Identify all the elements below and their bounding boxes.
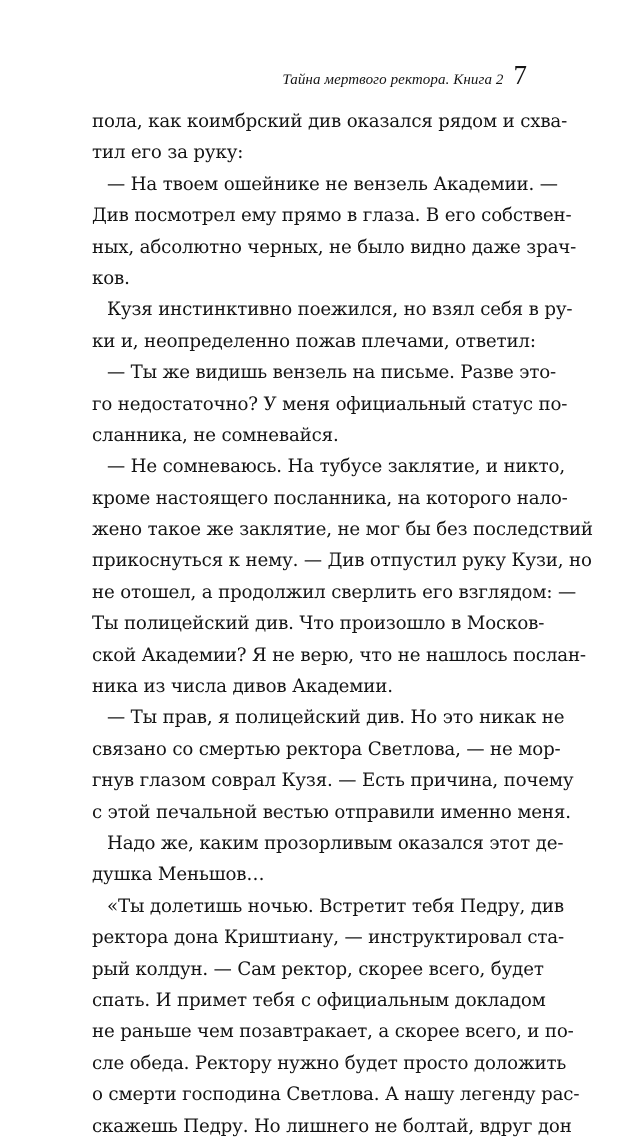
text-line: о смерти господина Светлова. А нашу легенду рас- — [92, 1084, 580, 1106]
text-line: Кузя инстинктивно поежился, но взял себя в ру- — [107, 299, 573, 321]
text-line: го недостаточно? У меня официальный статус по- — [92, 393, 568, 415]
text-line: связано со смертью ректора Светлова, — не мор- — [92, 738, 561, 760]
text-line: кроме настоящего посланника, на которого нало- — [92, 487, 568, 509]
running-head — [282, 62, 527, 89]
text-line: рый колдун. — Сам ректор, скорее всего, будет — [92, 958, 544, 980]
text-line: с этой печальной вестью отправили именно меня. — [92, 801, 571, 823]
text-line: ных, абсолютно черных, не было видно даже зрач- — [92, 236, 577, 258]
text-line: — Ты же видишь вензель на письме. Разве это- — [107, 362, 557, 384]
text-line: не отошел, а продолжил сверлить его взглядом: — — [92, 581, 576, 603]
text-line: ской Академии? Я не верю, что не нашлось послан- — [92, 644, 586, 666]
text-line: тил его за руку: — [92, 142, 244, 164]
text-line: — Ты прав, я полицейский див. Но это никак не — [107, 707, 565, 729]
text-line: ника из числа дивов Академии. — [92, 676, 393, 698]
text-line: гнув глазом соврал Кузя. — Есть причина, почему — [92, 770, 574, 792]
text-line: Ты полицейский див. Что произошло в Москов- — [92, 613, 545, 635]
text-line: «Ты долетишь ночью. Встретит тебя Педру, див — [107, 895, 564, 917]
text-line: сланника, не сомневайся. — [92, 424, 339, 446]
text-line: не раньше чем позавтракает, а скорее всего, и по- — [92, 1021, 574, 1043]
text-line: спать. И примет тебя с официальным докладом — [92, 989, 546, 1011]
text-line: — Не сомневаюсь. На тубусе заклятие, и никто, — [107, 456, 565, 478]
body-text — [92, 106, 593, 1142]
text-line: Надо же, каким прозорливым оказался этот де- — [107, 832, 564, 854]
text-line: прикоснуться к нему. — Див отпустил руку Кузи, но — [92, 550, 592, 572]
running-title: Тайна мертвого ректора. Книга 2 — [282, 72, 504, 88]
text-line: ректора дона Криштиану, — инструктировал ста- — [92, 927, 564, 949]
text-line: ков. — [92, 267, 130, 289]
text-line: жено такое же заклятие, не мог бы без последствий — [92, 519, 593, 541]
text-line: — На твоем ошейнике не вензель Академии. — — [107, 173, 558, 195]
text-line: пола, как коимбрский див оказался рядом и схва- — [92, 111, 568, 132]
text-line: сле обеда. Ректору нужно будет просто доложить — [92, 1052, 567, 1074]
text-line: Див посмотрел ему прямо в глаза. В его собствен- — [92, 205, 572, 227]
page-number: 7 — [513, 60, 527, 90]
text-line: ки и, неопределенно пожав плечами, ответил: — [92, 330, 536, 352]
text-line: душка Меньшов… — [92, 864, 265, 886]
text-line: скажешь Педру. Но лишнего не болтай, вдруг дон — [92, 1115, 572, 1137]
